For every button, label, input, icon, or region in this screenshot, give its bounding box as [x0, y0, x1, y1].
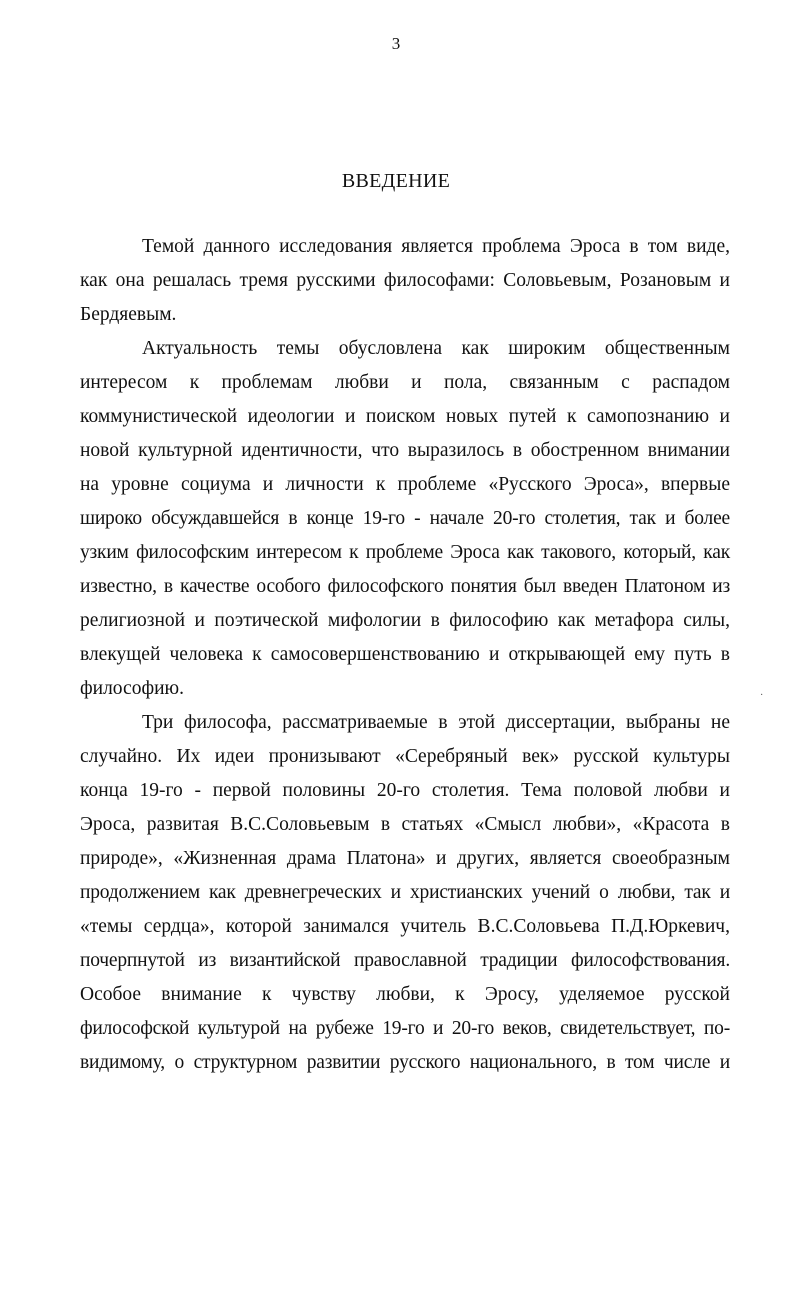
text-line: коммунистической идеологии и поиском новых путей к самопознанию и [80, 406, 730, 427]
text-line: узким философским интересом к проблеме Эроса как такового, который, как [80, 542, 730, 563]
text-line: известно, в качестве особого философского понятия был введен Платоном из [80, 576, 730, 597]
text-line: Актуальность темы обусловлена как широким общественным [142, 338, 730, 359]
text-line: Темой данного исследования является проблема Эроса в том виде, [142, 236, 730, 257]
page-number: 3 [391, 34, 401, 53]
text-line: новой культурной идентичности, что выразилось в обостренном внимании [80, 440, 730, 461]
text-line: Эроса, развитая В.С.Соловьевым в статьях «Смысл любви», «Красота в [80, 814, 730, 835]
text-line: Бердяевым. [80, 304, 177, 325]
stray-mark: · [760, 690, 764, 701]
text-line: продолжением как древнегреческих и христианских учений о любви, так и [80, 882, 730, 903]
text-line: Три философа, рассматриваемые в этой диссертации, выбраны не [142, 712, 730, 733]
text-line: на уровне социума и личности к проблеме «Русского Эроса», впервые [80, 474, 730, 495]
text-line: философской культурой на рубеже 19-го и 20-го веков, свидетельствует, по- [80, 1018, 730, 1039]
text-line: влекущей человека к самосовершенствованию и открывающей ему путь в [80, 644, 730, 665]
text-line: интересом к проблемам любви и пола, связанным с распадом [80, 372, 730, 393]
text-line: «темы сердца», которой занимался учитель В.С.Соловьева П.Д.Юркевич, [80, 916, 730, 937]
section-title: ВВЕДЕНИЕ [341, 170, 451, 192]
text-line: как она решалась тремя русскими философами: Соловьевым, Розановым и [80, 270, 730, 291]
text-line: религиозной и поэтической мифологии в философию как метафора силы, [80, 610, 730, 631]
text-line: конца 19-го - первой половины 20-го столетия. Тема половой любви и [80, 780, 730, 801]
text-line: Особое внимание к чувству любви, к Эросу, уделяемое русской [80, 984, 730, 1005]
text-line: почерпнутой из византийской православной традиции философствования. [80, 950, 730, 971]
text-line: философию. [80, 678, 184, 699]
text-line: природе», «Жизненная драма Платона» и других, является своеобразным [80, 848, 730, 869]
text-line: широко обсуждавшейся в конце 19-го - начале 20-го столетия, так и более [80, 508, 730, 529]
text-line: случайно. Их идеи пронизывают «Серебряный век» русской культуры [80, 746, 730, 767]
body-text [80, 230, 730, 1080]
text-line: видимому, о структурном развитии русского национального, в том числе и [80, 1052, 730, 1073]
